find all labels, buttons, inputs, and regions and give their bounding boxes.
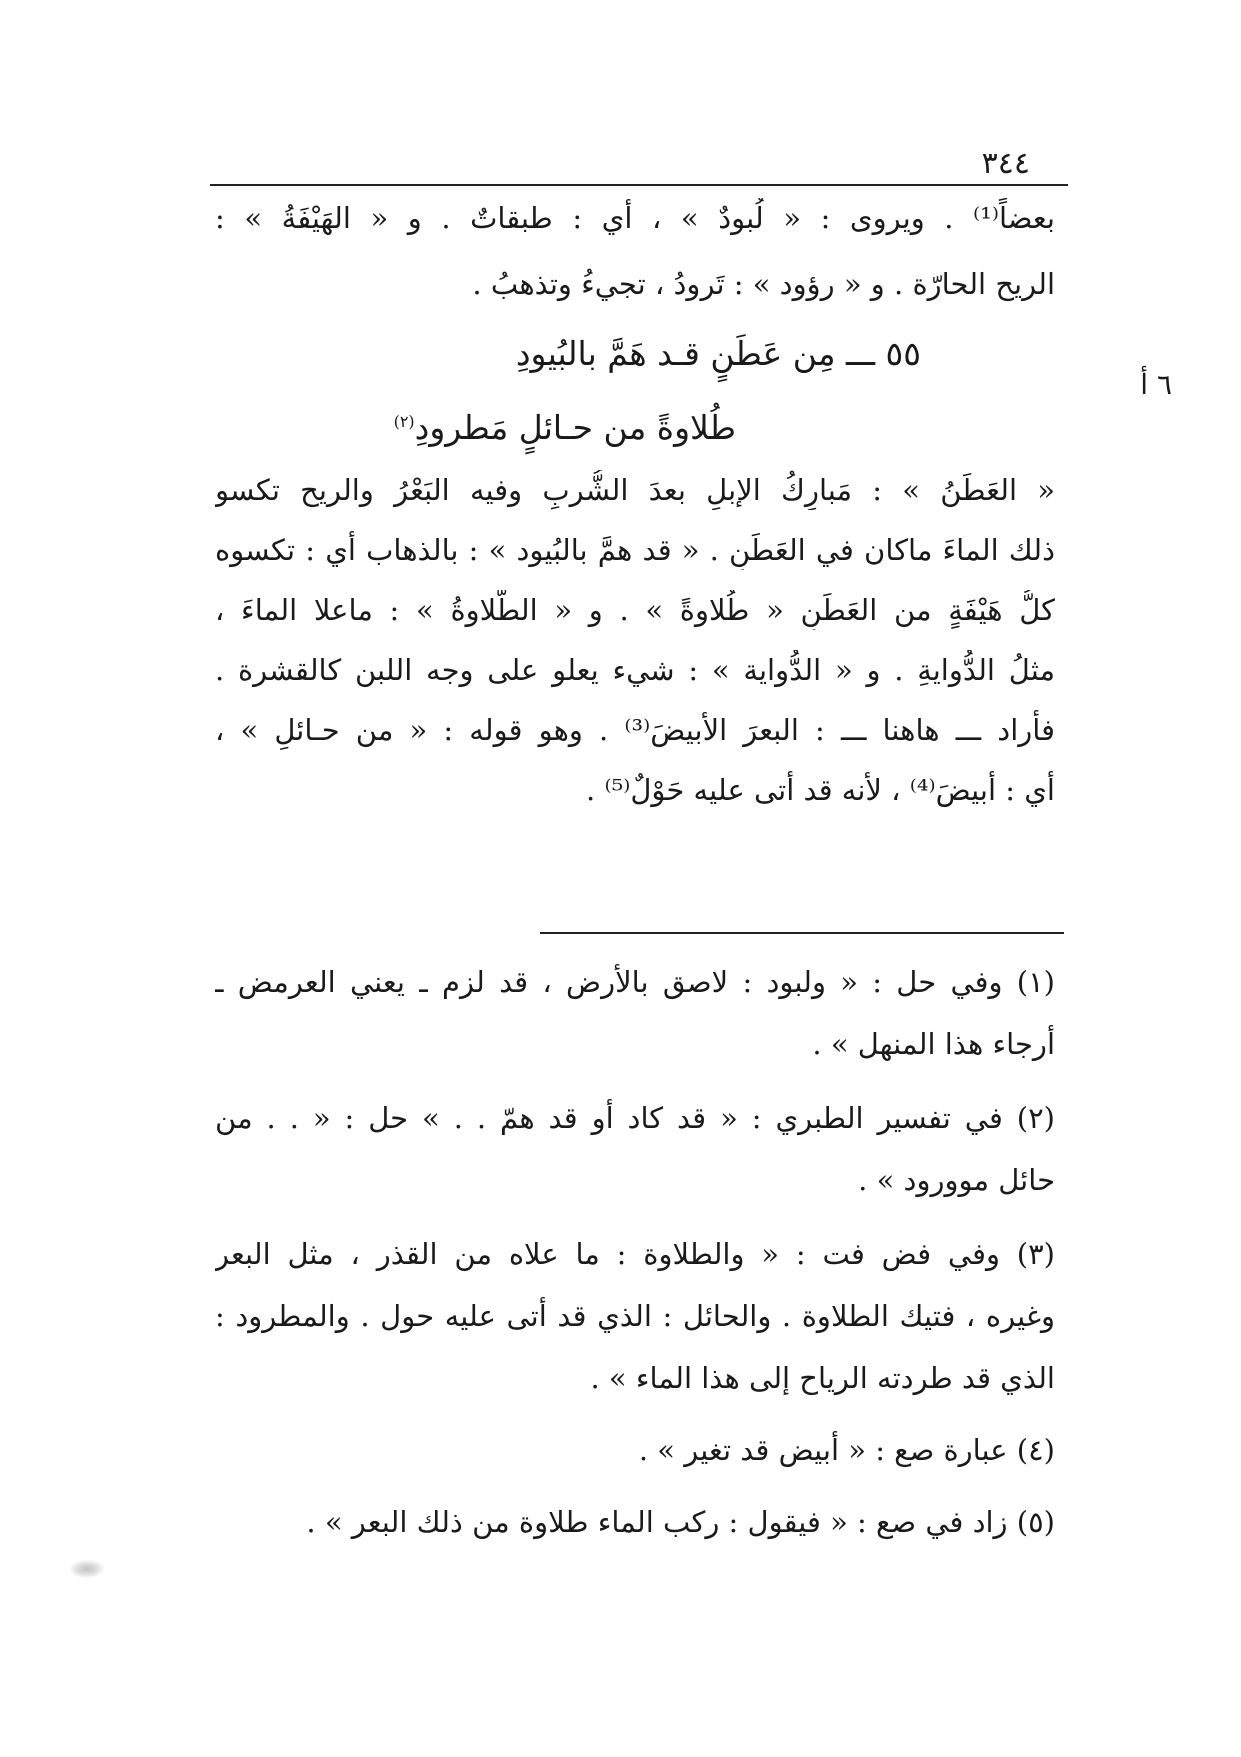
footnote-line: (٢) في تفسير الطبري : « قد كاد أو قد همّ . . » حل : « . . من (215, 1101, 1055, 1135)
footnote-line: أرجاء هذا المنهل » . (812, 1027, 1055, 1061)
commentary-line: الريح الحارّة . و « رؤود » : تَرودُ ، تجيءُ وتذهبُ . (472, 267, 1055, 301)
footnote-line: حائل موورود » . (858, 1163, 1055, 1197)
verse-text: طُلاوةً من حـائلٍ مَطرودِ (414, 408, 736, 447)
commentary-line: بعضاً⁽¹⁾ . ويروى : « لُبودٌ » ، أي : طبقاتٌ . و « الهَيْفَةُ » : (215, 201, 1055, 235)
commentary-line: ذلك الماءَ ماكان في العَطَنِ . « قد همَّ بالبُيود » : بالذهاب أي : تكسوه (215, 533, 1055, 567)
footnote-rule (540, 932, 1064, 934)
footnote-marker: (٢) (393, 412, 415, 431)
page-number: ٣٤٤ (981, 146, 1030, 181)
commentary-line: فأراد ـــ هاهنا ـــ : البعرَ الأبيضَ⁽³⁾ . وهو قوله : « من حـائلٍ » ، (215, 713, 1055, 747)
scan-speck (70, 1560, 104, 1578)
footnote-line: (٣) وفي فض فت : « والطلاوة : ما علاه من القذر ، مثل البعر (215, 1237, 1055, 1271)
verse-hemistich-2 (394, 400, 736, 450)
footnote-line: الذي قد طردته الرياح إلى هذا الماء » . (590, 1361, 1055, 1395)
footnote-line: (٥) زاد في صع : « فيقول : ركب الماء طلاوة من ذلك البعر » . (306, 1505, 1055, 1539)
footnote-line: (٤) عبارة صع : « أبيض قد تغير » . (638, 1433, 1055, 1467)
commentary-line: مثلُ الدُّوايةِ . و « الدُّواية » : شيء يعلو على وجه اللبن كالقشرة . (215, 653, 1055, 687)
footnote-line: وغيره ، فتيك الطلاوة . والحائل : الذي قد أتى عليه حول . والمطرود : (215, 1299, 1055, 1333)
manuscript-folio-note: ٦ أ (1140, 368, 1172, 401)
footnote-line: (١) وفي حل : « ولبود : لاصق بالأرض ، قد لزم ـ يعني العرمض ـ (215, 965, 1055, 999)
commentary-line: أي : أبيضَ⁽⁴⁾ ، لأنه قد أتى عليه حَوْلٌ⁽⁵⁾ . (586, 773, 1055, 807)
header-rule (210, 184, 1068, 186)
commentary-line: كلُّ هَيْفَةٍ من العَطَنِ « طُلاوةً » . و « الطُّلاوةُ » : ماعلا الماءَ ، (215, 593, 1055, 627)
verse-hemistich-1: ٥٥ ـــ مِن عَطَنٍ قـد هَمَّ بالبُيودِ (515, 334, 921, 373)
commentary-line: « العَطَنُ » : مَبارِكُ الإبلِ بعدَ الشُّربِ وفيه البَعْرُ والريح تكسو (215, 473, 1055, 507)
